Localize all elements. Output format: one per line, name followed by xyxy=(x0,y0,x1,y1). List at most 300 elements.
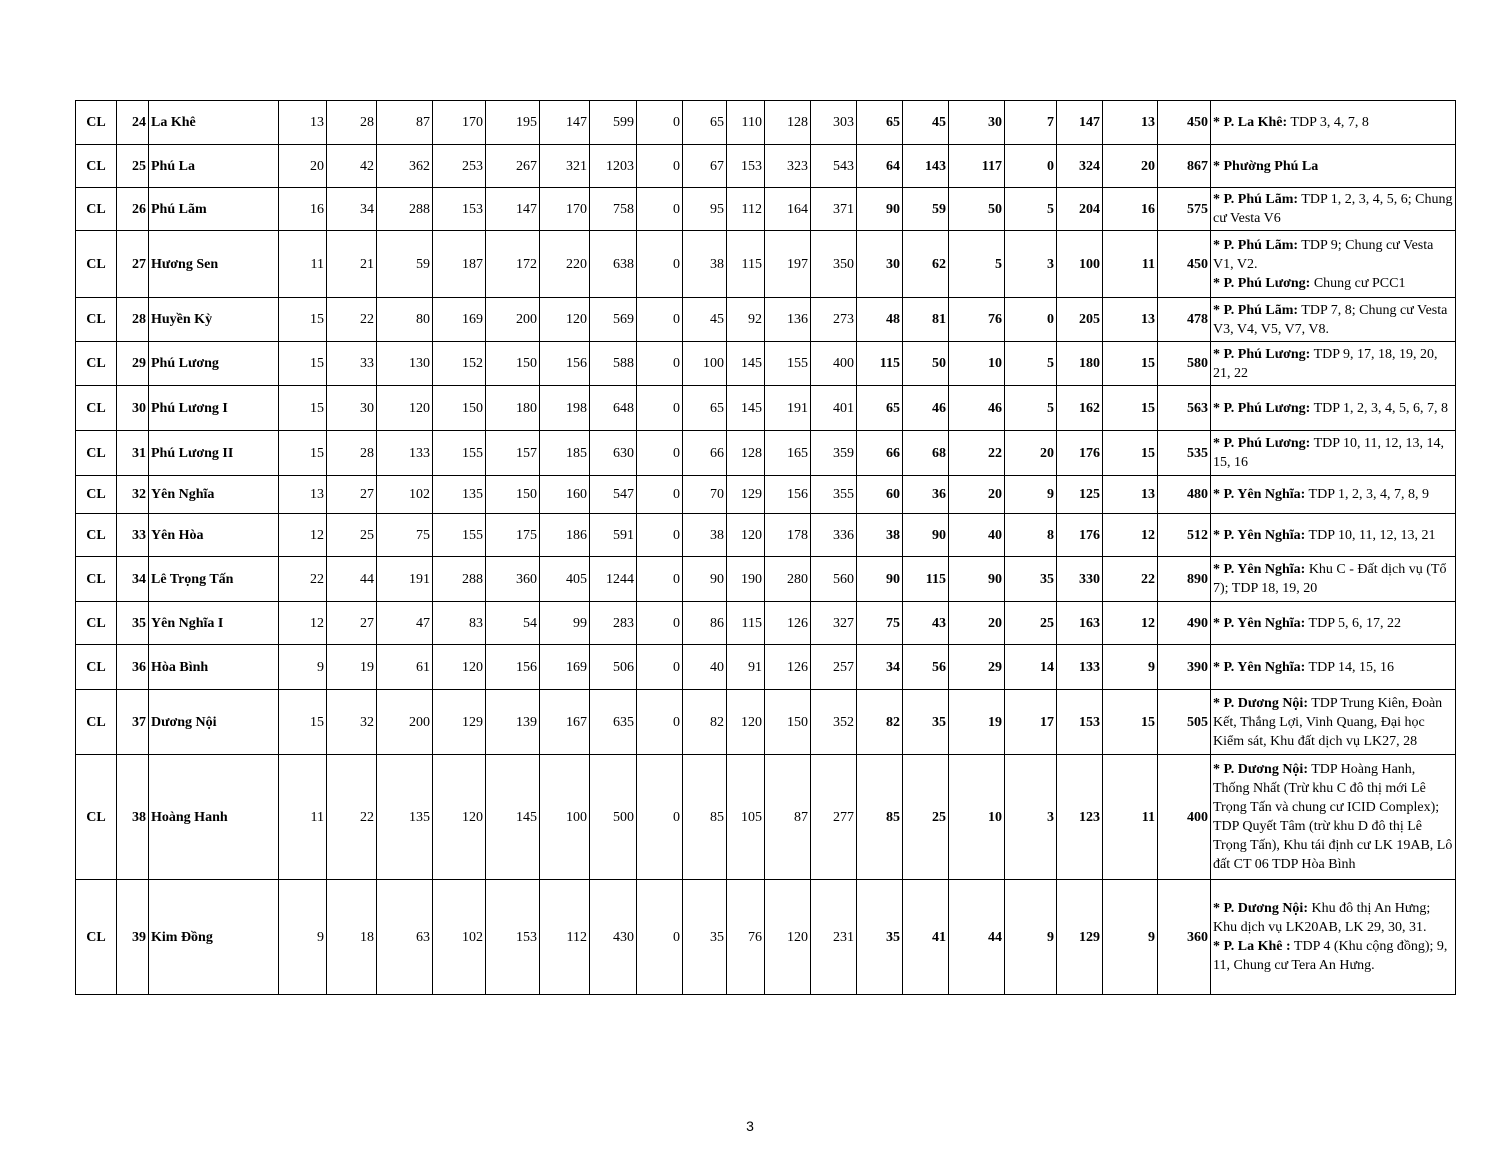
value-cell: 165 xyxy=(765,431,811,476)
value-cell: 359 xyxy=(811,431,857,476)
name-cell: Yên Nghĩa I xyxy=(149,602,279,645)
value-cell: 13 xyxy=(1103,101,1158,145)
value-cell: 105 xyxy=(727,755,765,880)
value-cell: 136 xyxy=(765,298,811,342)
name-cell: Hoàng Hanh xyxy=(149,755,279,880)
area-detail: TDP 3, 4, 7, 8 xyxy=(1287,115,1369,130)
area-line xyxy=(1213,899,1453,937)
value-cell: 14 xyxy=(1005,645,1057,690)
area-ward-label: * P. Phú Lãm: xyxy=(1213,237,1299,253)
value-cell: 22 xyxy=(327,755,377,880)
value-cell: 22 xyxy=(1103,557,1158,602)
value-cell: 44 xyxy=(949,880,1005,995)
value-cell: 160 xyxy=(540,476,590,514)
value-cell: 0 xyxy=(637,431,683,476)
name-cell: Phú La xyxy=(149,145,279,188)
value-cell: 9 xyxy=(1005,880,1057,995)
value-cell: 30 xyxy=(857,231,903,298)
value-cell: 191 xyxy=(765,386,811,431)
data-table xyxy=(75,100,1456,995)
value-cell: 400 xyxy=(1158,755,1211,880)
value-cell: 12 xyxy=(1103,514,1158,557)
value-cell: 0 xyxy=(637,342,683,386)
value-cell: 0 xyxy=(637,298,683,342)
value-cell: 92 xyxy=(727,298,765,342)
area-line xyxy=(1213,614,1453,633)
area-detail: TDP 10, 11, 12, 13, 21 xyxy=(1305,527,1436,543)
name-cell: Phú Lương I xyxy=(149,386,279,431)
value-cell: 336 xyxy=(811,514,857,557)
value-cell: 110 xyxy=(727,101,765,145)
value-cell: 46 xyxy=(949,386,1005,431)
value-cell: 65 xyxy=(683,386,727,431)
stt-cell: 26 xyxy=(117,188,149,231)
value-cell: 505 xyxy=(1158,690,1211,755)
value-cell: 175 xyxy=(486,514,540,557)
area-detail: TDP Hoàng Hanh, Thống Nhất (Trừ khu C đô thị mới Lê Trọng Tấn và chung cư ICID Complex); TDP Quyết Tâm (trừ khu D đô thị Lê Trọng Tấn), Khu tái định cư LK 19AB, Lô đất CT 06 TDP Hòa Bình xyxy=(1213,762,1453,872)
area-ward-label: * P. Yên Nghĩa: xyxy=(1213,615,1306,631)
value-cell: 17 xyxy=(1005,690,1057,755)
value-cell: 153 xyxy=(1057,690,1103,755)
value-cell: 352 xyxy=(811,690,857,755)
value-cell: 112 xyxy=(727,188,765,231)
area-ward-label: * P. Dương Nội: xyxy=(1213,901,1308,916)
table-row xyxy=(76,101,1456,145)
value-cell: 0 xyxy=(637,386,683,431)
value-cell: 15 xyxy=(279,386,327,431)
value-cell: 204 xyxy=(1057,188,1103,231)
value-cell: 35 xyxy=(1005,557,1057,602)
value-cell: 169 xyxy=(540,645,590,690)
area-cell xyxy=(1211,476,1456,514)
value-cell: 22 xyxy=(279,557,327,602)
value-cell: 16 xyxy=(1103,188,1158,231)
value-cell: 28 xyxy=(327,431,377,476)
value-cell: 200 xyxy=(486,298,540,342)
value-cell: 5 xyxy=(1005,386,1057,431)
value-cell: 156 xyxy=(540,342,590,386)
area-text xyxy=(1213,345,1453,383)
value-cell: 283 xyxy=(590,602,637,645)
value-cell: 133 xyxy=(377,431,433,476)
level-cell: CL xyxy=(76,476,117,514)
value-cell: 76 xyxy=(949,298,1005,342)
value-cell: 61 xyxy=(377,645,433,690)
area-text xyxy=(1213,434,1453,472)
name-cell: Phú Lương xyxy=(149,342,279,386)
value-cell: 9 xyxy=(279,645,327,690)
value-cell: 327 xyxy=(811,602,857,645)
value-cell: 59 xyxy=(377,231,433,298)
table-row xyxy=(76,298,1456,342)
value-cell: 478 xyxy=(1158,298,1211,342)
value-cell: 20 xyxy=(949,602,1005,645)
value-cell: 157 xyxy=(486,431,540,476)
area-line xyxy=(1213,113,1453,132)
value-cell: 11 xyxy=(1103,231,1158,298)
value-cell: 95 xyxy=(683,188,727,231)
area-detail: TDP 1, 2, 3, 4, 5, 6, 7, 8 xyxy=(1310,400,1449,416)
value-cell: 120 xyxy=(727,690,765,755)
level-cell: CL xyxy=(76,342,117,386)
value-cell: 9 xyxy=(1103,645,1158,690)
value-cell: 120 xyxy=(765,880,811,995)
value-cell: 280 xyxy=(765,557,811,602)
value-cell: 30 xyxy=(327,386,377,431)
value-cell: 115 xyxy=(727,231,765,298)
area-line xyxy=(1213,694,1453,751)
table-row xyxy=(76,145,1456,188)
value-cell: 191 xyxy=(377,557,433,602)
value-cell: 355 xyxy=(811,476,857,514)
value-cell: 42 xyxy=(327,145,377,188)
value-cell: 13 xyxy=(1103,476,1158,514)
level-cell: CL xyxy=(76,602,117,645)
value-cell: 43 xyxy=(903,602,949,645)
value-cell: 83 xyxy=(433,602,486,645)
value-cell: 147 xyxy=(540,101,590,145)
value-cell: 68 xyxy=(903,431,949,476)
value-cell: 9 xyxy=(279,880,327,995)
value-cell: 120 xyxy=(377,386,433,431)
level-cell: CL xyxy=(76,431,117,476)
table-row xyxy=(76,880,1456,995)
value-cell: 170 xyxy=(540,188,590,231)
value-cell: 54 xyxy=(486,602,540,645)
area-cell xyxy=(1211,557,1456,602)
value-cell: 100 xyxy=(683,342,727,386)
area-cell xyxy=(1211,645,1456,690)
value-cell: 102 xyxy=(377,476,433,514)
value-cell: 90 xyxy=(949,557,1005,602)
value-cell: 45 xyxy=(683,298,727,342)
value-cell: 15 xyxy=(279,298,327,342)
value-cell: 125 xyxy=(1057,476,1103,514)
value-cell: 0 xyxy=(637,690,683,755)
value-cell: 90 xyxy=(683,557,727,602)
page-number: 3 xyxy=(746,1118,754,1134)
value-cell: 128 xyxy=(765,101,811,145)
value-cell: 506 xyxy=(590,645,637,690)
name-cell: Phú Lương II xyxy=(149,431,279,476)
value-cell: 38 xyxy=(857,514,903,557)
area-detail: TDP 4 (Khu cộng đồng); 9, 11, Chung cư Tera An Hưng. xyxy=(1213,939,1448,973)
value-cell: 12 xyxy=(279,602,327,645)
value-cell: 323 xyxy=(765,145,811,188)
value-cell: 180 xyxy=(1057,342,1103,386)
area-detail: Khu C - Đất dịch vụ (Tổ 7); TDP 18, 19, 20 xyxy=(1213,562,1447,596)
value-cell: 41 xyxy=(903,880,949,995)
name-cell: Hương Sen xyxy=(149,231,279,298)
area-line xyxy=(1213,485,1453,504)
value-cell: 128 xyxy=(727,431,765,476)
area-detail: TDP 9; Chung cư Vesta V1, V2. xyxy=(1213,237,1434,272)
value-cell: 150 xyxy=(486,342,540,386)
area-text xyxy=(1213,113,1453,132)
value-cell: 0 xyxy=(637,476,683,514)
value-cell: 150 xyxy=(765,690,811,755)
value-cell: 20 xyxy=(949,476,1005,514)
value-cell: 153 xyxy=(486,880,540,995)
value-cell: 3 xyxy=(1005,755,1057,880)
area-ward-label: * P. Phú Lãm: xyxy=(1213,302,1299,318)
value-cell: 90 xyxy=(857,557,903,602)
value-cell: 187 xyxy=(433,231,486,298)
value-cell: 12 xyxy=(279,514,327,557)
value-cell: 11 xyxy=(279,755,327,880)
area-detail: Khu đô thị An Hưng; Khu dịch vụ LK20AB, LK 29, 30, 31. xyxy=(1213,901,1431,935)
name-cell: Yên Nghĩa xyxy=(149,476,279,514)
value-cell: 34 xyxy=(857,645,903,690)
value-cell: 360 xyxy=(1158,880,1211,995)
value-cell: 76 xyxy=(727,880,765,995)
area-text xyxy=(1213,485,1453,504)
value-cell: 15 xyxy=(1103,386,1158,431)
value-cell: 45 xyxy=(903,101,949,145)
area-detail: TDP 7, 8; Chung cư Vesta V3, V4, V5, V7, V8. xyxy=(1213,302,1448,337)
value-cell: 147 xyxy=(486,188,540,231)
value-cell: 12 xyxy=(1103,602,1158,645)
value-cell: 91 xyxy=(727,645,765,690)
area-line xyxy=(1213,236,1453,274)
area-line xyxy=(1213,434,1453,472)
value-cell: 267 xyxy=(486,145,540,188)
table-row xyxy=(76,231,1456,298)
value-cell: 63 xyxy=(377,880,433,995)
value-cell: 129 xyxy=(727,476,765,514)
value-cell: 3 xyxy=(1005,231,1057,298)
area-detail: TDP 5, 6, 17, 22 xyxy=(1305,615,1401,631)
value-cell: 38 xyxy=(683,514,727,557)
value-cell: 35 xyxy=(903,690,949,755)
value-cell: 543 xyxy=(811,145,857,188)
stt-cell: 32 xyxy=(117,476,149,514)
value-cell: 0 xyxy=(637,101,683,145)
value-cell: 638 xyxy=(590,231,637,298)
area-detail: TDP 9, 17, 18, 19, 20, 21, 22 xyxy=(1213,346,1438,381)
value-cell: 87 xyxy=(765,755,811,880)
value-cell: 16 xyxy=(279,188,327,231)
value-cell: 758 xyxy=(590,188,637,231)
area-text xyxy=(1213,614,1453,633)
value-cell: 100 xyxy=(540,755,590,880)
area-cell xyxy=(1211,880,1456,995)
value-cell: 0 xyxy=(1005,298,1057,342)
table-row xyxy=(76,645,1456,690)
value-cell: 139 xyxy=(486,690,540,755)
value-cell: 9 xyxy=(1005,476,1057,514)
value-cell: 22 xyxy=(327,298,377,342)
value-cell: 64 xyxy=(857,145,903,188)
value-cell: 277 xyxy=(811,755,857,880)
value-cell: 599 xyxy=(590,101,637,145)
area-text xyxy=(1213,755,1453,879)
value-cell: 575 xyxy=(1158,188,1211,231)
stt-cell: 39 xyxy=(117,880,149,995)
area-ward-label: * P. Phú Lương: xyxy=(1213,275,1311,291)
value-cell: 46 xyxy=(903,386,949,431)
area-ward-label: * P. Yên Nghĩa: xyxy=(1213,562,1306,577)
value-cell: 27 xyxy=(327,602,377,645)
value-cell: 15 xyxy=(279,690,327,755)
value-cell: 0 xyxy=(637,880,683,995)
value-cell: 0 xyxy=(637,145,683,188)
value-cell: 253 xyxy=(433,145,486,188)
value-cell: 591 xyxy=(590,514,637,557)
value-cell: 563 xyxy=(1158,386,1211,431)
value-cell: 0 xyxy=(637,755,683,880)
value-cell: 33 xyxy=(327,342,377,386)
value-cell: 588 xyxy=(590,342,637,386)
value-cell: 65 xyxy=(857,386,903,431)
value-cell: 48 xyxy=(857,298,903,342)
value-cell: 0 xyxy=(1005,145,1057,188)
value-cell: 0 xyxy=(637,514,683,557)
level-cell: CL xyxy=(76,188,117,231)
table-row xyxy=(76,557,1456,602)
value-cell: 450 xyxy=(1158,101,1211,145)
stt-cell: 30 xyxy=(117,386,149,431)
value-cell: 200 xyxy=(377,690,433,755)
value-cell: 400 xyxy=(811,342,857,386)
area-cell xyxy=(1211,145,1456,188)
area-ward-label: * P. Yên Nghĩa: xyxy=(1213,659,1306,675)
stt-cell: 36 xyxy=(117,645,149,690)
area-detail: TDP 1, 2, 3, 4, 7, 8, 9 xyxy=(1305,487,1429,502)
value-cell: 180 xyxy=(486,386,540,431)
value-cell: 20 xyxy=(1005,431,1057,476)
area-cell xyxy=(1211,690,1456,755)
name-cell: Hòa Bình xyxy=(149,645,279,690)
value-cell: 185 xyxy=(540,431,590,476)
value-cell: 50 xyxy=(903,342,949,386)
value-cell: 130 xyxy=(377,342,433,386)
value-cell: 70 xyxy=(683,476,727,514)
stt-cell: 33 xyxy=(117,514,149,557)
value-cell: 0 xyxy=(637,645,683,690)
value-cell: 34 xyxy=(327,188,377,231)
value-cell: 535 xyxy=(1158,431,1211,476)
value-cell: 145 xyxy=(727,386,765,431)
value-cell: 120 xyxy=(433,645,486,690)
value-cell: 90 xyxy=(903,514,949,557)
value-cell: 170 xyxy=(433,101,486,145)
area-cell xyxy=(1211,101,1456,145)
value-cell: 90 xyxy=(857,188,903,231)
value-cell: 115 xyxy=(857,342,903,386)
value-cell: 65 xyxy=(857,101,903,145)
value-cell: 126 xyxy=(765,602,811,645)
area-detail: TDP Trung Kiên, Đoàn Kết, Thắng Lợi, Vinh Quang, Đại học Kiểm sát, Khu đất dịch vụ LK27, 28 xyxy=(1213,695,1443,749)
area-text xyxy=(1213,399,1453,418)
table-row xyxy=(76,386,1456,431)
value-cell: 560 xyxy=(811,557,857,602)
area-text xyxy=(1213,301,1453,339)
value-cell: 176 xyxy=(1057,514,1103,557)
value-cell: 19 xyxy=(327,645,377,690)
value-cell: 0 xyxy=(637,602,683,645)
value-cell: 257 xyxy=(811,645,857,690)
value-cell: 40 xyxy=(949,514,1005,557)
level-cell: CL xyxy=(76,101,117,145)
value-cell: 36 xyxy=(903,476,949,514)
value-cell: 500 xyxy=(590,755,637,880)
area-text xyxy=(1213,899,1453,975)
area-ward-label: * P. Dương Nội: xyxy=(1213,695,1308,711)
area-ward-label: * P. Phú Lương: xyxy=(1213,346,1311,362)
stt-cell: 37 xyxy=(117,690,149,755)
area-cell xyxy=(1211,386,1456,431)
area-text xyxy=(1213,526,1453,545)
value-cell: 129 xyxy=(1057,880,1103,995)
area-line xyxy=(1213,190,1453,228)
value-cell: 190 xyxy=(727,557,765,602)
value-cell: 9 xyxy=(1103,880,1158,995)
level-cell: CL xyxy=(76,514,117,557)
value-cell: 29 xyxy=(949,645,1005,690)
area-line xyxy=(1213,301,1453,339)
area-ward-label: * P. La Khê : xyxy=(1213,939,1291,954)
value-cell: 32 xyxy=(327,690,377,755)
value-cell: 25 xyxy=(1005,602,1057,645)
value-cell: 40 xyxy=(683,645,727,690)
value-cell: 155 xyxy=(433,431,486,476)
value-cell: 169 xyxy=(433,298,486,342)
level-cell: CL xyxy=(76,645,117,690)
area-line xyxy=(1213,157,1453,176)
stt-cell: 27 xyxy=(117,231,149,298)
value-cell: 163 xyxy=(1057,602,1103,645)
value-cell: 13 xyxy=(279,101,327,145)
value-cell: 371 xyxy=(811,188,857,231)
area-ward-label: * P. Yên Nghĩa: xyxy=(1213,487,1306,502)
value-cell: 28 xyxy=(327,101,377,145)
value-cell: 126 xyxy=(765,645,811,690)
value-cell: 162 xyxy=(1057,386,1103,431)
value-cell: 303 xyxy=(811,101,857,145)
area-cell xyxy=(1211,231,1456,298)
value-cell: 27 xyxy=(327,476,377,514)
value-cell: 288 xyxy=(433,557,486,602)
value-cell: 405 xyxy=(540,557,590,602)
value-cell: 15 xyxy=(279,431,327,476)
name-cell: Lê Trọng Tấn xyxy=(149,557,279,602)
value-cell: 11 xyxy=(279,231,327,298)
value-cell: 115 xyxy=(727,602,765,645)
value-cell: 178 xyxy=(765,514,811,557)
stt-cell: 38 xyxy=(117,755,149,880)
value-cell: 120 xyxy=(433,755,486,880)
area-cell xyxy=(1211,342,1456,386)
value-cell: 172 xyxy=(486,231,540,298)
area-cell xyxy=(1211,298,1456,342)
value-cell: 133 xyxy=(1057,645,1103,690)
level-cell: CL xyxy=(76,145,117,188)
value-cell: 153 xyxy=(727,145,765,188)
name-cell: Yên Hòa xyxy=(149,514,279,557)
value-cell: 81 xyxy=(903,298,949,342)
area-line xyxy=(1213,345,1453,383)
value-cell: 75 xyxy=(377,514,433,557)
value-cell: 362 xyxy=(377,145,433,188)
value-cell: 5 xyxy=(949,231,1005,298)
value-cell: 0 xyxy=(637,557,683,602)
value-cell: 85 xyxy=(683,755,727,880)
table-row xyxy=(76,342,1456,386)
value-cell: 50 xyxy=(949,188,1005,231)
value-cell: 100 xyxy=(1057,231,1103,298)
value-cell: 630 xyxy=(590,431,637,476)
